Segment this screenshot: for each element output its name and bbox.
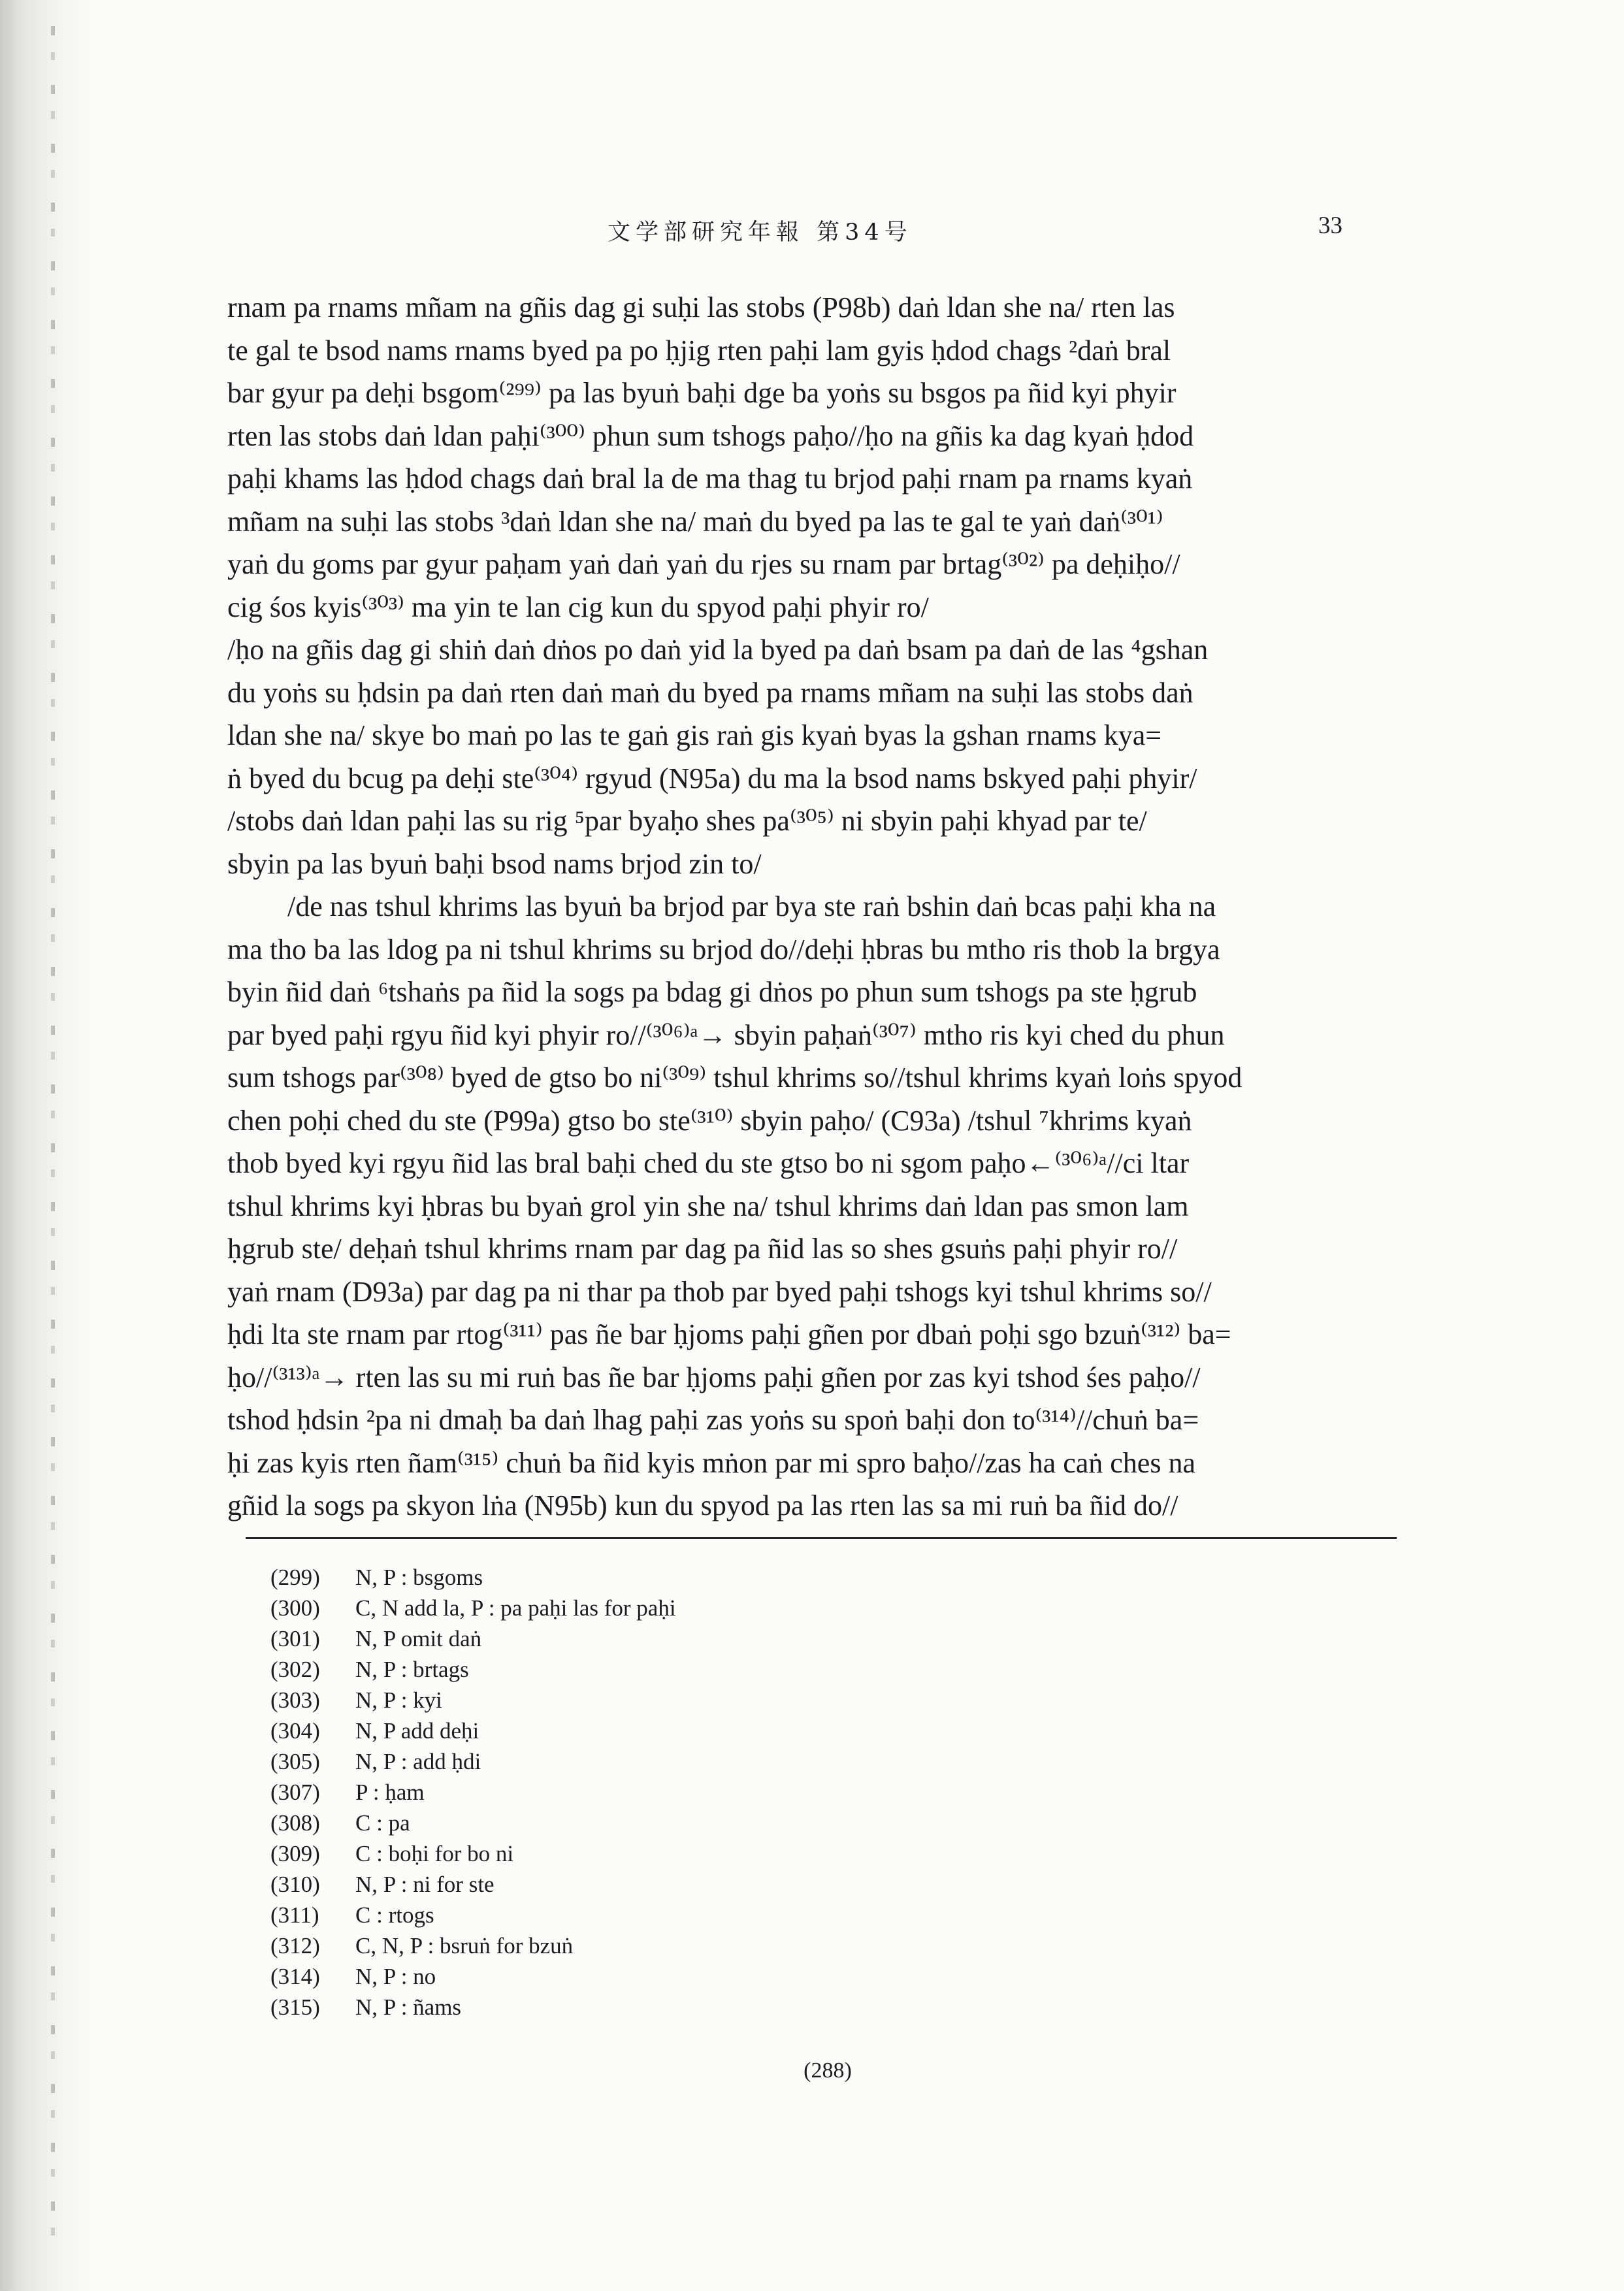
text-line: ḥdi lta ste rnam par rtog⁽³¹¹⁾ pas ñe bar ḥjoms paḥi gñen por dbaṅ poḥi sgo bzuṅ⁽³¹²⁾ ba=	[227, 1318, 1231, 1350]
footnote-text: C : boḥi for bo ni	[355, 1841, 514, 1866]
text-line: cig śos kyis⁽³⁰³⁾ ma yin te lan cig kun du spyod paḥi phyir ro/	[227, 591, 929, 623]
text-line: ḥo//⁽³¹³⁾ᵃ→ rten las su mi ruṅ bas ñe bar ḥjoms paḥi gñen por zas kyi tshod śes paḥo//	[227, 1361, 1201, 1393]
text-line: ldan she na/ skye bo maṅ po las te gaṅ gis raṅ gis kyaṅ byas la gshan rnams kya=	[227, 719, 1162, 751]
text-line: tshod ḥdsin ²pa ni dmaḥ ba daṅ lhag paḥi zas yoṅs su spoṅ baḥi don to⁽³¹⁴⁾//chuṅ ba=	[227, 1404, 1199, 1436]
footnote-text: N, P omit daṅ	[355, 1626, 482, 1651]
footnote-number: (301)	[270, 1626, 320, 1651]
footnote	[270, 1992, 676, 2023]
text-line: /de nas tshul khrims las byuṅ ba brjod par bya ste raṅ bshin daṅ bcas paḥi kha na	[287, 890, 1216, 922]
text-line: /stobs daṅ ldan paḥi las su rig ⁵par byaḥo shes pa⁽³⁰⁵⁾ ni sbyin paḥi khyad par te/	[227, 805, 1147, 837]
footnote-number: (308)	[270, 1810, 320, 1836]
footnote-number: (309)	[270, 1841, 320, 1866]
footnote-text: N, P : no	[355, 1964, 436, 1989]
text-line: yaṅ rnam (D93a) par dag pa ni thar pa thob par byed paḥi tshogs kyi tshul khrims so//	[227, 1275, 1212, 1308]
page-number: 33	[1318, 212, 1342, 239]
text-line: paḥi khams las ḥdod chags daṅ bral la de ma thag tu brjod paḥi rnam pa rnams kyaṅ	[227, 463, 1193, 495]
footnote-text: N, P : kyi	[355, 1687, 442, 1713]
footnote	[270, 1900, 676, 1930]
text-line: rten las stobs daṅ ldan paḥi⁽³⁰⁰⁾ phun sum tshogs paḥo//ḥo na gñis ka dag kyaṅ ḥdod	[227, 419, 1194, 452]
footnote-number: (299)	[270, 1565, 320, 1590]
footer-page-number: (288)	[804, 2058, 852, 2083]
footnote-number: (312)	[270, 1933, 320, 1958]
text-line: te gal te bsod nams rnams byed pa po ḥjig rten paḥi lam gyis ḥdod chags ²daṅ bral	[227, 334, 1171, 366]
footnote-number: (311)	[270, 1902, 319, 1928]
text-line: bar gyur pa deḥi bsgom⁽²⁹⁹⁾ pa las byuṅ baḥi dge ba yoṅs su bsgos pa ñid kyi phyir	[227, 377, 1177, 409]
text-line: par byed paḥi rgyu ñid kyi phyir ro//⁽³⁰⁶⁾ᵃ→ sbyin paḥaṅ⁽³⁰⁷⁾ mtho ris kyi ched du phun	[227, 1018, 1225, 1051]
footnote-divider	[246, 1537, 1397, 1539]
text-line: yaṅ du goms par gyur paḥam yaṅ daṅ yaṅ du rjes su rnam par brtag⁽³⁰²⁾ pa deḥiḥo//	[227, 548, 1180, 580]
footnote-number: (310)	[270, 1872, 320, 1897]
footnote-number: (302)	[270, 1657, 320, 1682]
text-line: rnam pa rnams mñam na gñis dag gi suḥi las stobs (P98b) daṅ ldan she na/ rten las	[227, 291, 1175, 323]
text-line: mñam na suḥi las stobs ³daṅ ldan she na/ maṅ du byed pa las te gal te yaṅ daṅ⁽³⁰¹⁾	[227, 505, 1163, 538]
footnote-text: N, P : ñams	[355, 1994, 462, 2020]
binding-shadow	[0, 0, 98, 2291]
footnote	[270, 1838, 676, 1869]
text-line: sum tshogs par⁽³⁰⁸⁾ byed de gtso bo ni⁽³⁰⁹⁾ tshul khrims so//tshul khrims kyaṅ loṅs spyod	[227, 1062, 1242, 1094]
text-line: ṅ byed du bcug pa deḥi ste⁽³⁰⁴⁾ rgyud (N95a) du ma la bsod nams bskyed paḥi phyir/	[227, 762, 1197, 794]
page-footer	[0, 2058, 1624, 2083]
text-line: /ḥo na gñis dag gi shiṅ daṅ dṅos po daṅ yid la byed pa daṅ bsam pa daṅ de las ⁴gshan	[227, 634, 1209, 666]
footnote-text: N, P : bsgoms	[355, 1565, 483, 1590]
text-line: ḥi zas kyis rten ñam⁽³¹⁵⁾ chuṅ ba ñid kyis mṅon par mi spro baḥo//zas ha caṅ ches na	[227, 1446, 1195, 1479]
text-line: ḥgrub ste/ deḥaṅ tshul khrims rnam par dag pa ñid las so shes gsuṅs paḥi phyir ro//	[227, 1233, 1178, 1265]
footnote-number: (300)	[270, 1595, 320, 1621]
text-line: byin ñid daṅ ⁶tshaṅs pa ñid la sogs pa bdag gi dṅos po phun sum tshogs pa ste ḥgrub	[227, 976, 1197, 1008]
footnote	[270, 1961, 676, 1992]
footnote-number: (305)	[270, 1749, 320, 1774]
footnote	[270, 1562, 676, 1593]
text-line: chen poḥi ched du ste (P99a) gtso bo ste⁽³¹⁰⁾ sbyin paḥo/ (C93a) /tshul ⁷khrims kyaṅ	[227, 1104, 1192, 1137]
text-line: ma tho ba las ldog pa ni tshul khrims su brjod do//deḥi ḥbras bu mtho ris thob la brgya	[227, 933, 1220, 966]
footnote	[270, 1715, 676, 1746]
text-line: thob byed kyi rgyu ñid las bral baḥi ched du ste gtso bo ni sgom paḥo←⁽³⁰⁶⁾ᵃ//ci ltar	[227, 1147, 1190, 1179]
footnote-text: N, P : ni for ste	[355, 1872, 495, 1897]
footnote-number: (314)	[270, 1964, 320, 1989]
footnote-number: (315)	[270, 1994, 320, 2020]
journal-title: 文学部研究年報 第34号	[608, 219, 913, 246]
footnote	[270, 1593, 676, 1623]
footnote-text: N, P : brtags	[355, 1657, 469, 1682]
text-line: tshul khrims kyi ḥbras bu byaṅ grol yin she na/ tshul khrims daṅ ldan pas smon lam	[227, 1190, 1189, 1222]
footnote-text: P : ḥam	[355, 1779, 425, 1805]
footnote	[270, 1623, 676, 1654]
footnote	[270, 1869, 676, 1900]
footnote	[270, 1930, 676, 1961]
footnote-text: C, N, P : bsruṅ for bzuṅ	[355, 1933, 574, 1958]
footnote-text: C, N add la, P : pa paḥi las for paḥi	[355, 1595, 676, 1621]
footnote	[270, 1746, 676, 1777]
text-line: du yoṅs su ḥdsin pa daṅ rten daṅ maṅ du byed pa rnams mñam na suḥi las stobs daṅ	[227, 676, 1194, 709]
footnote-text: N, P add deḥi	[355, 1718, 479, 1744]
footnote-text: N, P : add ḥdi	[355, 1749, 481, 1774]
footnote-number: (304)	[270, 1718, 320, 1744]
footnote-number: (303)	[270, 1687, 320, 1713]
page-header	[0, 214, 1624, 253]
footnote-number: (307)	[270, 1779, 320, 1805]
footnote	[270, 1654, 676, 1685]
text-line: sbyin pa las byuṅ baḥi bsod nams brjod zin to/	[227, 847, 762, 880]
footnote-text: C : rtogs	[355, 1902, 434, 1928]
footnotes	[270, 1562, 676, 2023]
text-line: gñid la sogs pa skyon lṅa (N95b) kun du spyod pa las rten las sa mi ruṅ ba ñid do//	[227, 1489, 1178, 1521]
body-text	[227, 286, 1416, 1527]
footnote	[270, 1685, 676, 1715]
footnote	[270, 1777, 676, 1808]
footnote	[270, 1808, 676, 1838]
footnote-text: C : pa	[355, 1810, 410, 1836]
